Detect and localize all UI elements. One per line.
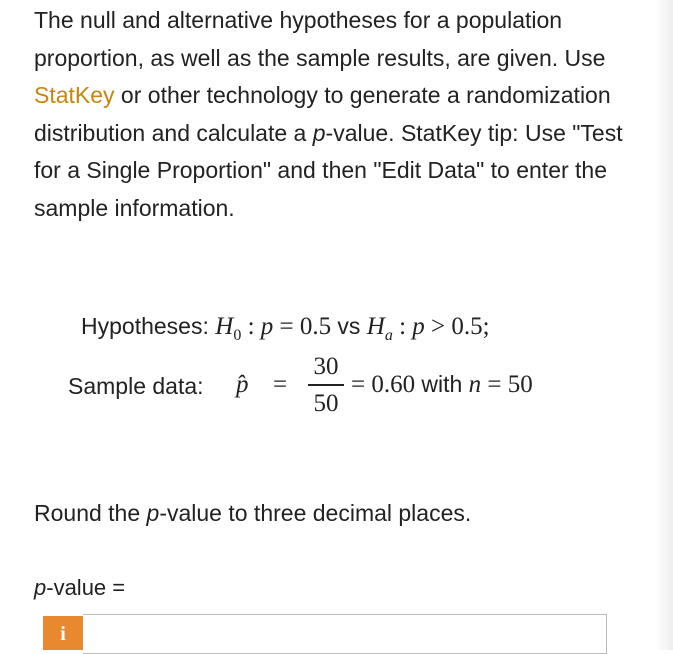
right-edge-shadow: [655, 0, 673, 650]
ha-value: > 0.5;: [424, 313, 490, 340]
p-value-label-p: p: [34, 575, 47, 600]
question-text-part1: The null and alternative hypotheses for a population proportion, as well as the sample results, are given. Use: [34, 7, 606, 71]
instruction-part1: Round the: [34, 500, 147, 526]
with-text: with: [421, 371, 469, 397]
ha-subscript: a: [384, 327, 393, 344]
question-text: [34, 2, 644, 227]
sample-proportion-value: = 0.60: [351, 371, 422, 398]
question-text-part3: -value. StatKey tip: Use "Test for a Single Proportion" and then "Edit Data" to enter the sample information.: [34, 119, 623, 221]
h0-colon: :: [241, 313, 261, 340]
instruction-part2: -value to three decimal places.: [159, 500, 472, 526]
h0-subscript: 0: [233, 327, 242, 344]
fraction-numerator: 30: [313, 353, 339, 380]
statkey-link[interactable]: StatKey: [34, 82, 115, 108]
hypotheses-label: Hypotheses:: [81, 313, 216, 339]
ha-p-var: p: [412, 313, 425, 340]
question-text-part2: or other technology to generate a randomization distribution and calculate a: [34, 82, 611, 146]
ha-colon: :: [392, 313, 413, 340]
question-p-italic: p: [312, 119, 326, 146]
p-value-label: [34, 575, 125, 601]
n-expression: [469, 371, 533, 398]
h0-symbol: H: [215, 313, 234, 340]
p-value-label-rest: -value =: [46, 575, 126, 600]
sample-data-line: [68, 352, 628, 424]
rounding-instruction: [34, 500, 471, 527]
fraction-denominator: 50: [313, 389, 339, 417]
vs-text: vs: [337, 313, 367, 339]
p-value-input[interactable]: [83, 614, 607, 654]
ha-symbol: H: [366, 313, 385, 340]
info-icon[interactable]: i: [43, 616, 83, 650]
instruction-p-italic: p: [146, 500, 160, 526]
h0-p-var: p: [260, 313, 274, 340]
fraction: [308, 352, 344, 419]
p-hat-symbol: p̂: [236, 371, 249, 398]
fraction-bar: [308, 384, 344, 386]
sample-result: [351, 371, 533, 399]
h0-expression: [215, 313, 338, 344]
n-value: = 50: [481, 371, 533, 398]
hypotheses-line: [81, 313, 490, 345]
h0-value: = 0.5: [273, 313, 338, 340]
ha-expression: [366, 313, 490, 344]
n-var: n: [468, 371, 482, 398]
equals-sign: =: [273, 371, 288, 398]
sample-data-label: Sample data:: [68, 373, 204, 399]
